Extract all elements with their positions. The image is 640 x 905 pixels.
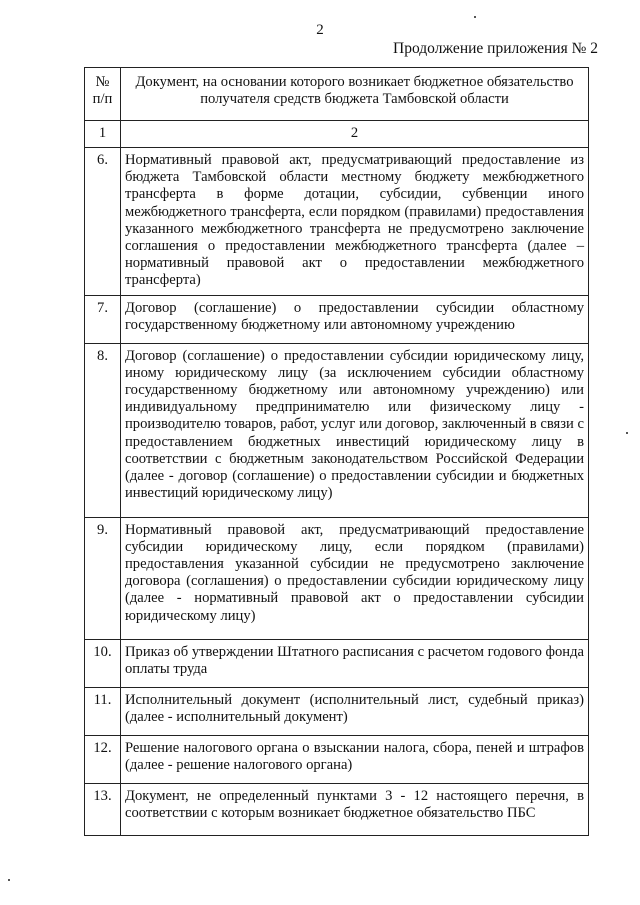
documents-table bbox=[84, 67, 589, 836]
row-text: Документ, не определенный пунктами 3 - 12 настоящего перечня, в соответствии с которым возникает бюджетное обязательство ПБС bbox=[121, 783, 589, 835]
table-header-row bbox=[85, 68, 589, 121]
row-number: 12. bbox=[85, 735, 121, 783]
row-text: Решение налогового органа о взыскании налога, сбора, пеней и штрафов (далее - решение налогового органа) bbox=[121, 735, 589, 783]
scan-speck bbox=[626, 432, 628, 434]
appendix-continuation-label: Продолжение приложения № 2 bbox=[393, 40, 598, 57]
row-number: 6. bbox=[85, 148, 121, 296]
row-number: 10. bbox=[85, 639, 121, 687]
table-row bbox=[85, 517, 589, 639]
row-text: Исполнительный документ (исполнительный лист, судебный приказ) (далее - исполнительный документ) bbox=[121, 687, 589, 735]
row-number: 7. bbox=[85, 295, 121, 343]
column-index-row bbox=[85, 121, 589, 148]
table-row bbox=[85, 295, 589, 343]
header-document-cell: Документ, на основании которого возникает бюджетное обязательство получателя средств бюджета Тамбовской области bbox=[121, 68, 589, 121]
column-index-1: 1 bbox=[85, 121, 121, 148]
header-number-cell: № п/п bbox=[85, 68, 121, 121]
row-text: Договор (соглашение) о предоставлении субсидии юридическому лицу, иному юридическому лицу (за исключением субсидии областному государственному бюджетному или автономному учреждению) или индивидуальному предпринимателю или физическому лицу - производителю товаров, работ, услуг или договор, заключенный в связи с предоставлением бюджетных инвестиций юридическому лицу в соответствии с бюджетным законодательством Российской Федерации (далее - договор (соглашение) о предоставлении субсидии и бюджетных инвестиций юридическому лицу) bbox=[121, 343, 589, 517]
page-number: 2 bbox=[316, 22, 324, 38]
column-index-2: 2 bbox=[121, 121, 589, 148]
row-text: Нормативный правовой акт, предусматривающий предоставление субсидии юридическому лицу, если порядком (правилами) предоставления указанной субсидии не предусмотрено заключение договора (соглашения) о предоставлении субсидии юридическому лицу (далее - нормативный правовой акт о предоставлении субсидии юридическому лицу) bbox=[121, 517, 589, 639]
row-text: Договор (соглашение) о предоставлении субсидии областному государственному бюджетному или автономному учреждению bbox=[121, 295, 589, 343]
row-number: 9. bbox=[85, 517, 121, 639]
row-number: 11. bbox=[85, 687, 121, 735]
row-number: 8. bbox=[85, 343, 121, 517]
scan-speck bbox=[8, 879, 10, 881]
table-row bbox=[85, 687, 589, 735]
table-row bbox=[85, 343, 589, 517]
row-text: Приказ об утверждении Штатного расписания с расчетом годового фонда оплаты труда bbox=[121, 639, 589, 687]
row-text: Нормативный правовой акт, предусматривающий предоставление из бюджета Тамбовской области местному бюджету межбюджетного трансферта в форме дотации, субсидии, субвенции иного межбюджетного трансферта, если порядком (правилами) предоставления указанного межбюджетного трансферта не предусмотрено заключение соглашения о предоставлении межбюджетного трансферта (далее – нормативный правовой акт о предоставлении межбюджетного трансферта) bbox=[121, 148, 589, 296]
row-number: 13. bbox=[85, 783, 121, 835]
scan-speck bbox=[474, 16, 476, 18]
table-row bbox=[85, 639, 589, 687]
table-row bbox=[85, 735, 589, 783]
table-row bbox=[85, 783, 589, 835]
table-row bbox=[85, 148, 589, 296]
